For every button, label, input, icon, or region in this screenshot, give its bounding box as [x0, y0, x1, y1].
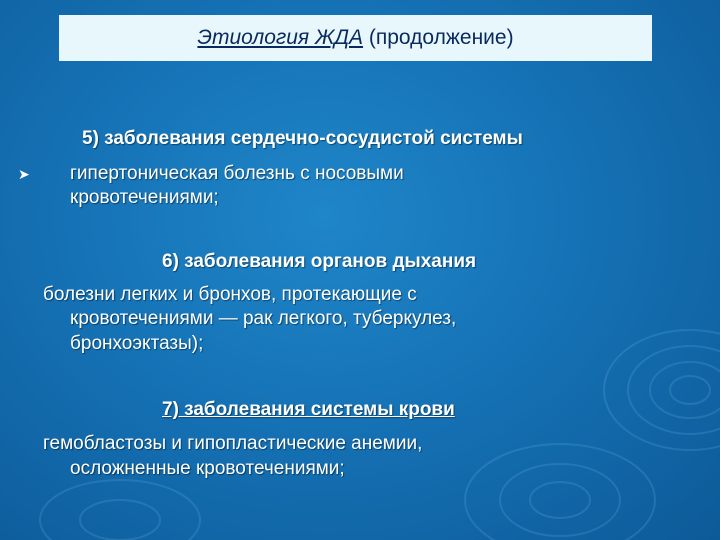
section5-bullet-line1: гипертоническая болезнь с носовыми — [70, 163, 404, 184]
title-main: Этиология ЖДА — [197, 26, 364, 49]
section5-heading: 5) заболевания сердечно-сосудистой системы — [82, 128, 523, 149]
section6-heading: 6) заболевания органов дыхания — [162, 251, 477, 272]
title-paren: ( — [363, 26, 376, 49]
section6-line2: кровотечениями — рак легкого, туберкулез, — [70, 308, 457, 329]
section5-bullet-line2: кровотечениями; — [70, 187, 219, 208]
title-rest: продолжение) — [375, 26, 514, 49]
section7-line1: гемобластозы и гипопластические анемии, — [43, 433, 423, 454]
section7-heading: 7) заболевания системы крови — [162, 399, 455, 420]
section7-line2: осложненные кровотечениями; — [70, 458, 345, 479]
section6-line1: болезни легких и бронхов, протекающие с — [43, 284, 417, 305]
arrow-bullet-icon: ➤ — [18, 166, 30, 182]
section6-line3: бронхоэктазы); — [70, 333, 204, 354]
